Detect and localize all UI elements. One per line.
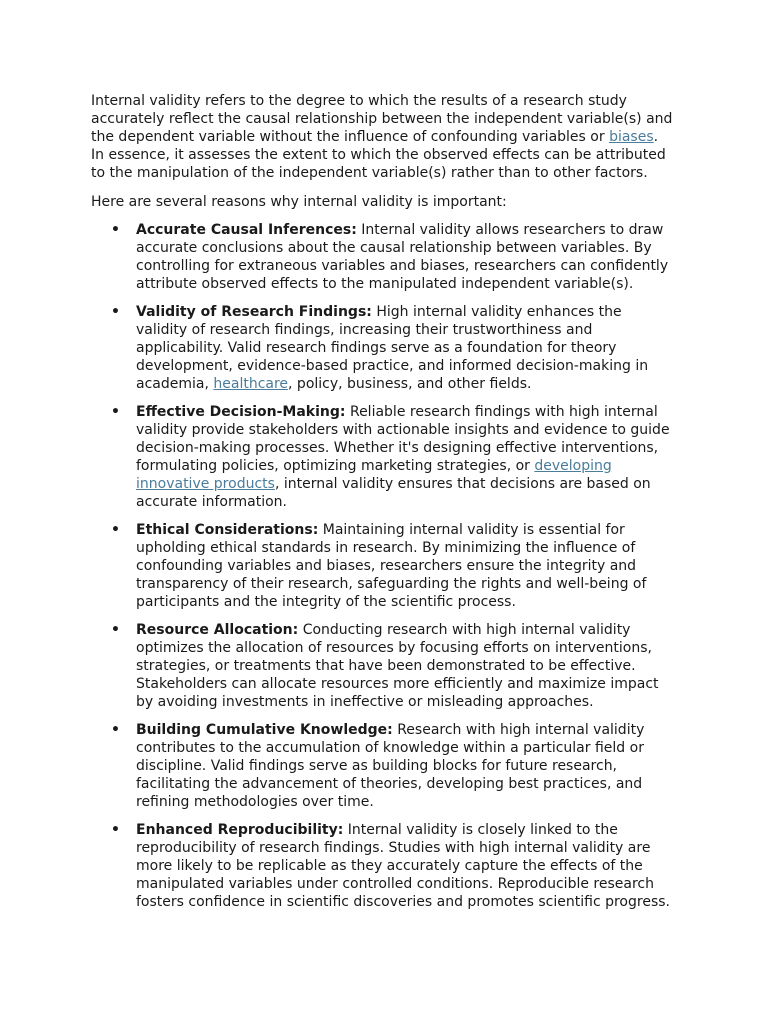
item-heading: Validity of Research Findings: [136, 304, 372, 320]
item-heading: Accurate Causal Inferences: [136, 222, 357, 238]
item-text: Internal validity allows researchers to draw accurate conclusions about the causal relationship between variables. By controlling for extraneous variables and biases, researchers can confidently attribute observed effects to the manipulated independent variable(s). [136, 222, 669, 292]
item-text-before-link: Reliable research findings with high internal validity provide stakeholders with actionable insights and evidence to guide decision-making processes. Whether it's designing effective interventions, formulating policies, optimizing marketing strategies, or [136, 404, 670, 474]
bullet-icon: • [111, 722, 120, 738]
item-text-before-link: High internal validity enhances the validity of research findings, increasing their trustworthiness and applicability. Valid research findings serve as a foundation for theory development, evidence-based practice, and informed decision-making in academia, [136, 304, 649, 392]
bullet-icon: • [111, 222, 120, 238]
list-item-ethical-considerations [91, 521, 675, 611]
item-heading: Building Cumulative Knowledge: [136, 722, 393, 738]
reasons-list [91, 221, 675, 911]
biases-link[interactable]: biases [609, 129, 654, 145]
bullet-icon: • [111, 522, 120, 538]
item-heading: Resource Allocation: [136, 622, 299, 638]
list-item-resource-allocation [91, 621, 675, 711]
list-item-enhanced-reproducibility [91, 821, 675, 911]
list-lead-in: Here are several reasons why internal validity is important: [91, 194, 507, 210]
list-item-accurate-causal-inferences [91, 221, 675, 293]
healthcare-link[interactable]: healthcare [213, 376, 289, 392]
intro-paragraph [91, 92, 675, 182]
developing-innovative-products-link[interactable]: developing innovative products [136, 458, 612, 492]
intro-text-before-link: Internal validity refers to the degree to which the results of a research study accurately reflect the causal relationship between the independent variable(s) and the dependent variable without the influence of confounding variables or [91, 93, 673, 145]
item-text: Research with high internal validity contributes to the accumulation of knowledge within a particular field or discipline. Valid findings serve as building blocks for future research, facilitating the advancement of theories, developing best practices, and refining methodologies over time. [136, 722, 645, 810]
list-item-building-cumulative-knowledge [91, 721, 675, 811]
item-heading: Ethical Considerations: [136, 522, 319, 538]
document-page [91, 92, 675, 921]
bullet-icon: • [111, 622, 120, 638]
item-text: Conducting research with high internal validity optimizes the allocation of resources by focusing efforts on interventions, strategies, or treatments that have been demonstrated to be effective. Stakeholders can allocate resources more efficiently and maximize impact by avoiding investments in ineffective or misleading approaches. [136, 622, 659, 710]
bullet-icon: • [111, 822, 120, 838]
item-text: Internal validity is closely linked to the reproducibility of research findings. Studies with high internal validity are more likely to be replicable as they accurately capture the effects of the manipulated variables under controlled conditions. Reproducible research fosters confidence in scientific discoveries and promotes scientific progress. [136, 822, 670, 910]
list-item-effective-decision-making [91, 403, 675, 511]
item-text: Maintaining internal validity is essential for upholding ethical standards in research. By minimizing the influence of confounding variables and biases, researchers ensure the integrity and transparency of their research, safeguarding the rights and well-being of participants and the integrity of the scientific process. [136, 522, 647, 610]
bullet-icon: • [111, 304, 120, 320]
item-text-after-link: , internal validity ensures that decisions are based on accurate information. [136, 476, 651, 510]
bullet-icon: • [111, 404, 120, 420]
item-heading: Effective Decision-Making: [136, 404, 346, 420]
item-text-after-link: , policy, business, and other fields. [288, 376, 532, 392]
intro-text-after-link: . In essence, it assesses the extent to which the observed effects can be attributed to the manipulation of the independent variable(s) rather than to other factors. [91, 129, 666, 181]
list-item-validity-of-research-findings [91, 303, 675, 393]
item-heading: Enhanced Reproducibility: [136, 822, 344, 838]
